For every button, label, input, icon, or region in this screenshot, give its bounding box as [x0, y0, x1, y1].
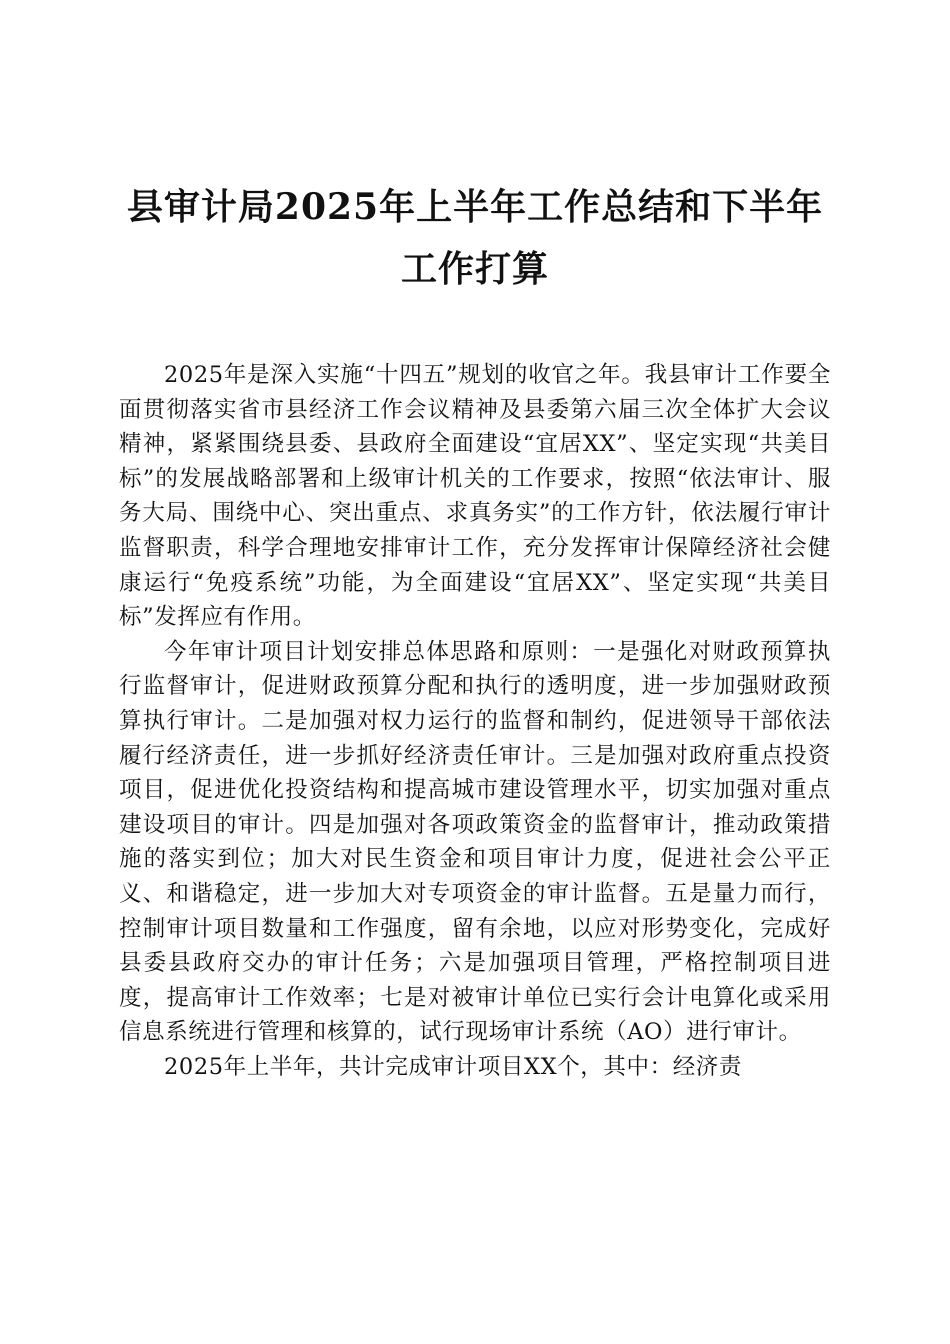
paragraph-first-half-results: 2025年上半年，共计完成审计项目XX个，其中：经济责 — [164, 1053, 742, 1080]
paragraph-plan-principles: 今年审计项目计划安排总体思路和原则：一是强化对财政预算执行监督审计，促进财政预算分配和执行的透明度，进一步加强财政预算执行审计。二是加强对权力运行的监督和制约，促进领导干部依法履行经济责任，进一步抓好经济责任审计。三是加强对政府重点投资项目，促进优化投资结构和提高城市建设管理水平，切实加强对重点建设项目的审计。四是加强对各项政策资金的监督审计，推动政策措施的落实到位；加大对民生资金和项目审计力度，促进社会公平正义、和谐稳定，进一步加大对专项资金的审计监督。五是量力而行，控制审计项目数量和工作强度，留有余地，以应对形势变化，完成好县委县政府交办的审计任务；六是加强项目管理，严格控制项目进度，提高审计工作效率；七是对被审计单位已实行会计电算化或采用信息系统进行管理和核算的，试行现场审计系统（AO）进行审计。 — [119, 638, 831, 1046]
document-body — [119, 358, 831, 1084]
paragraph-intro: 2025年是深入实施“十四五”规划的收官之年。我县审计工作要全面贯彻落实省市县经济工作会议精神及县委第六届三次全体扩大会议精神，紧紧围绕县委、县政府全面建设“宜居XX”、坚定实现“共美目标”的发展战略部署和上级审计机关的工作要求，按照“依法审计、服务大局、围绕中心、突出重点、求真务实”的工作方针，依法履行审计监督职责，科学合理地安排审计工作，充分发挥审计保障经济社会健康运行“免疫系统”功能，为全面建设“宜居XX”、坚定实现“共美目标”发挥应有作用。 — [119, 362, 831, 631]
document-title: 县审计局2025年上半年工作总结和下半年工作打算 — [126, 186, 824, 290]
